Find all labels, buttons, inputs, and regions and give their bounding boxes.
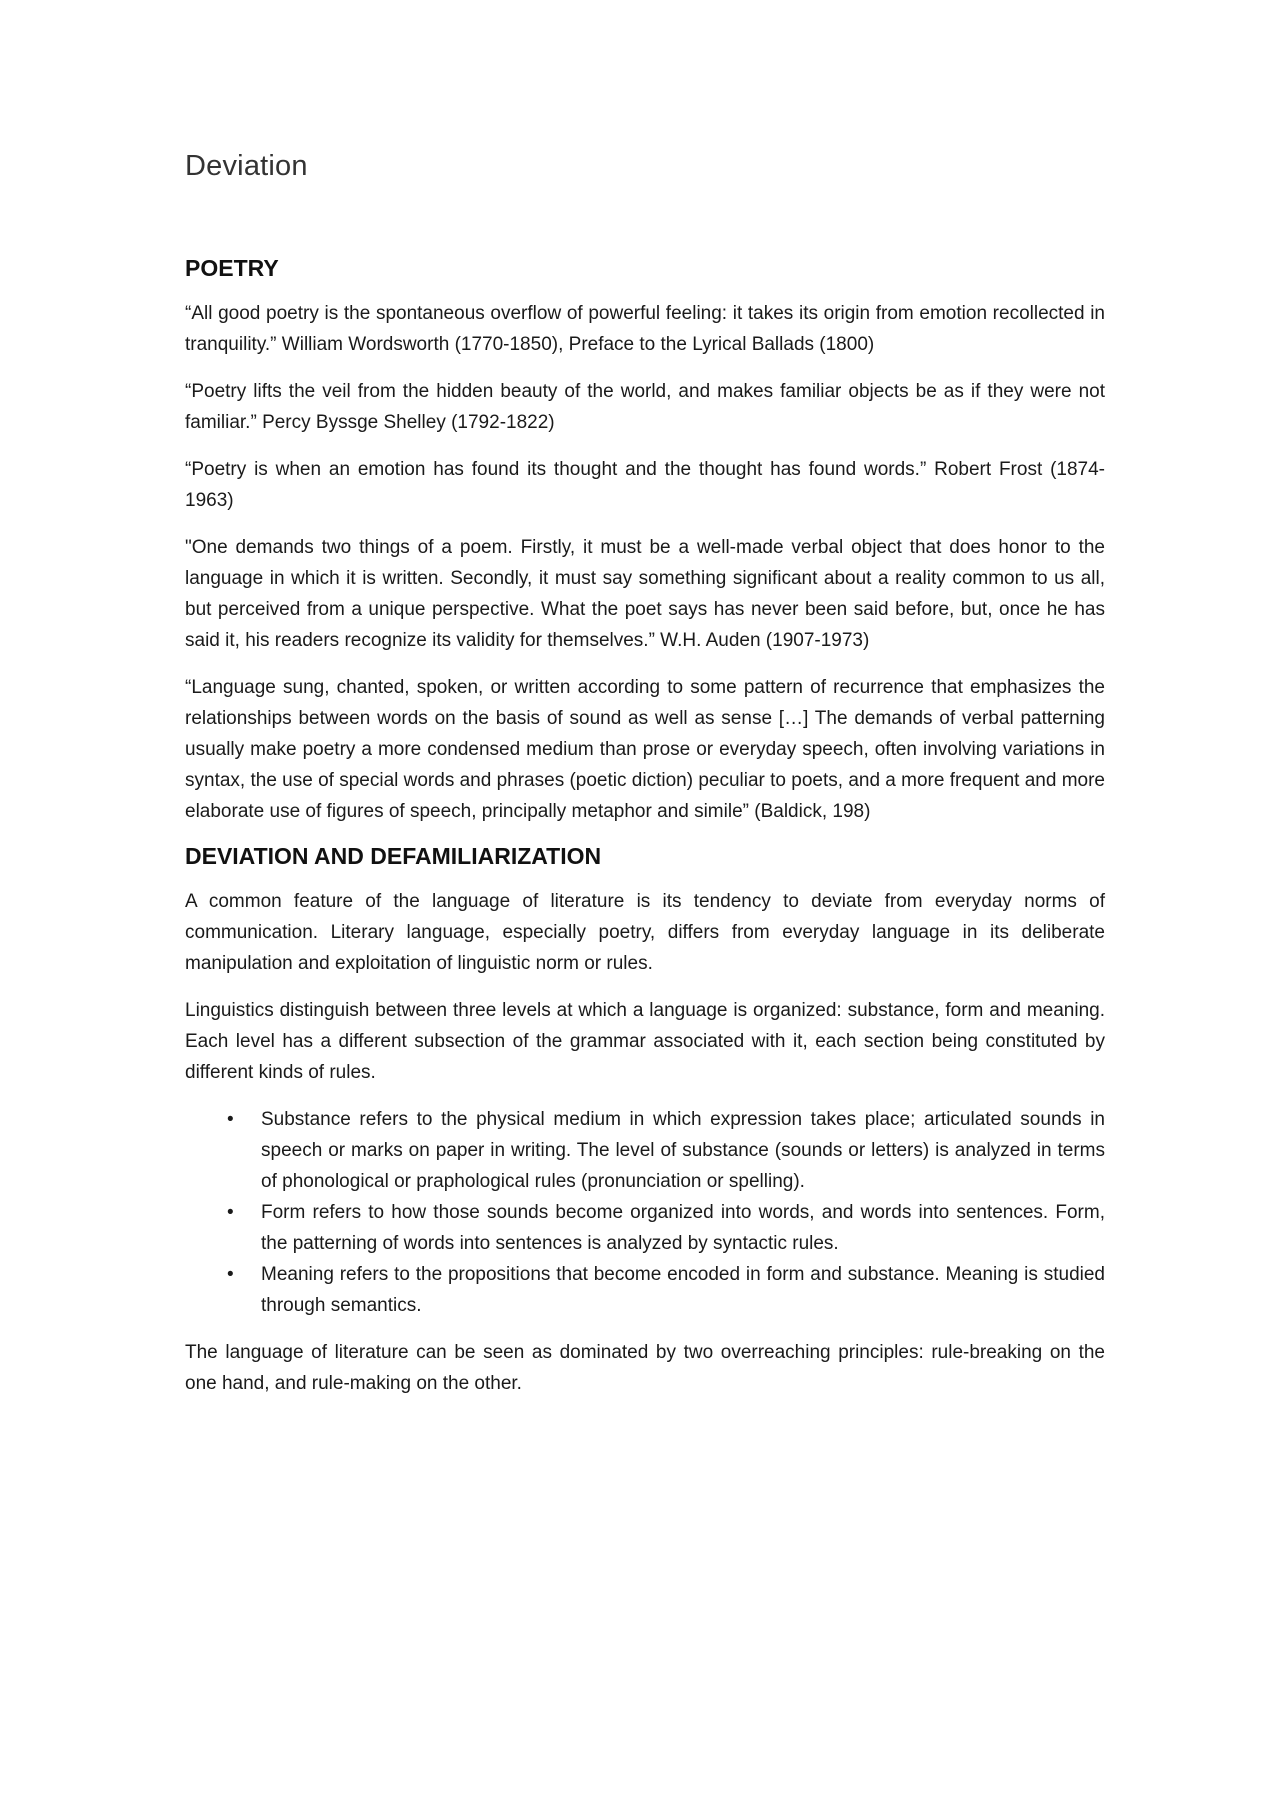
bullet-icon: •: [227, 1264, 234, 1285]
section-deviation: [185, 843, 1105, 1399]
section-poetry: [185, 255, 1105, 827]
list-item: [185, 1104, 1105, 1197]
quote-baldick: “Language sung, chanted, spoken, or written according to some pattern of recurrence that emphasizes the relationships between words on the basis of sound as well as sense […] The demands of verbal patterning usually make poetry a more condensed medium than prose or everyday speech, often involving variations in syntax, the use of special words and phrases (poetic diction) peculiar to poets, and a more frequent and more elaborate use of figures of speech, principally metaphor and simile” (Baldick, 198): [185, 677, 1105, 822]
quote-auden: "One demands two things of a poem. Firstly, it must be a well-made verbal object that does honor to the language in which it is written. Secondly, it must say something significant about a reality common to us all, but perceived from a unique perspective. What the poet says has never been said before, but, once he has said it, his readers recognize its validity for themselves.” W.H. Auden (1907-1973): [185, 537, 1105, 651]
section-heading-poetry: POETRY: [185, 255, 279, 281]
paragraph-levels: Linguistics distinguish between three levels at which a language is organized: substance, form and meaning. Each level has a different subsection of the grammar associated with it, each section being constituted by different kinds of rules.: [185, 1000, 1105, 1083]
list-item: [185, 1259, 1105, 1321]
quote-frost: “Poetry is when an emotion has found its thought and the thought has found words.” Robert Frost (1874-1963): [185, 459, 1105, 511]
list-item-text-meaning: Meaning refers to the propositions that become encoded in form and substance. Meaning is studied through semantics.: [261, 1264, 1105, 1316]
levels-list: [185, 1104, 1105, 1321]
list-item: [185, 1197, 1105, 1259]
paragraph-closing: The language of literature can be seen as dominated by two overreaching principles: rule-breaking on the one hand, and rule-making on the other.: [185, 1342, 1105, 1394]
quote-shelley: “Poetry lifts the veil from the hidden beauty of the world, and makes familiar objects be as if they were not familiar.” Percy Byssge Shelley (1792-1822): [185, 381, 1105, 433]
list-item-text-substance: Substance refers to the physical medium in which expression takes place; articulated sounds in speech or marks on paper in writing. The level of substance (sounds or letters) is analyzed in terms of phonological or praphological rules (pronunciation or spelling).: [261, 1109, 1105, 1192]
list-item-text-form: Form refers to how those sounds become organized into words, and words into sentences. Form, the patterning of words into sentences is analyzed by syntactic rules.: [261, 1202, 1105, 1254]
bullet-icon: •: [227, 1109, 234, 1130]
page-title: Deviation: [185, 150, 308, 182]
bullet-icon: •: [227, 1202, 234, 1223]
quote-wordsworth: “All good poetry is the spontaneous overflow of powerful feeling: it takes its origin from emotion recollected in tranquility.” William Wordsworth (1770-1850), Preface to the Lyrical Ballads (1800): [185, 303, 1105, 355]
document-page: [185, 150, 1105, 1415]
section-heading-deviation: DEVIATION AND DEFAMILIARIZATION: [185, 843, 602, 869]
paragraph-literary-language: A common feature of the language of literature is its tendency to deviate from everyday norms of communication. Literary language, especially poetry, differs from everyday language in its deliberate manipulation and exploitation of linguistic norm or rules.: [185, 891, 1105, 974]
